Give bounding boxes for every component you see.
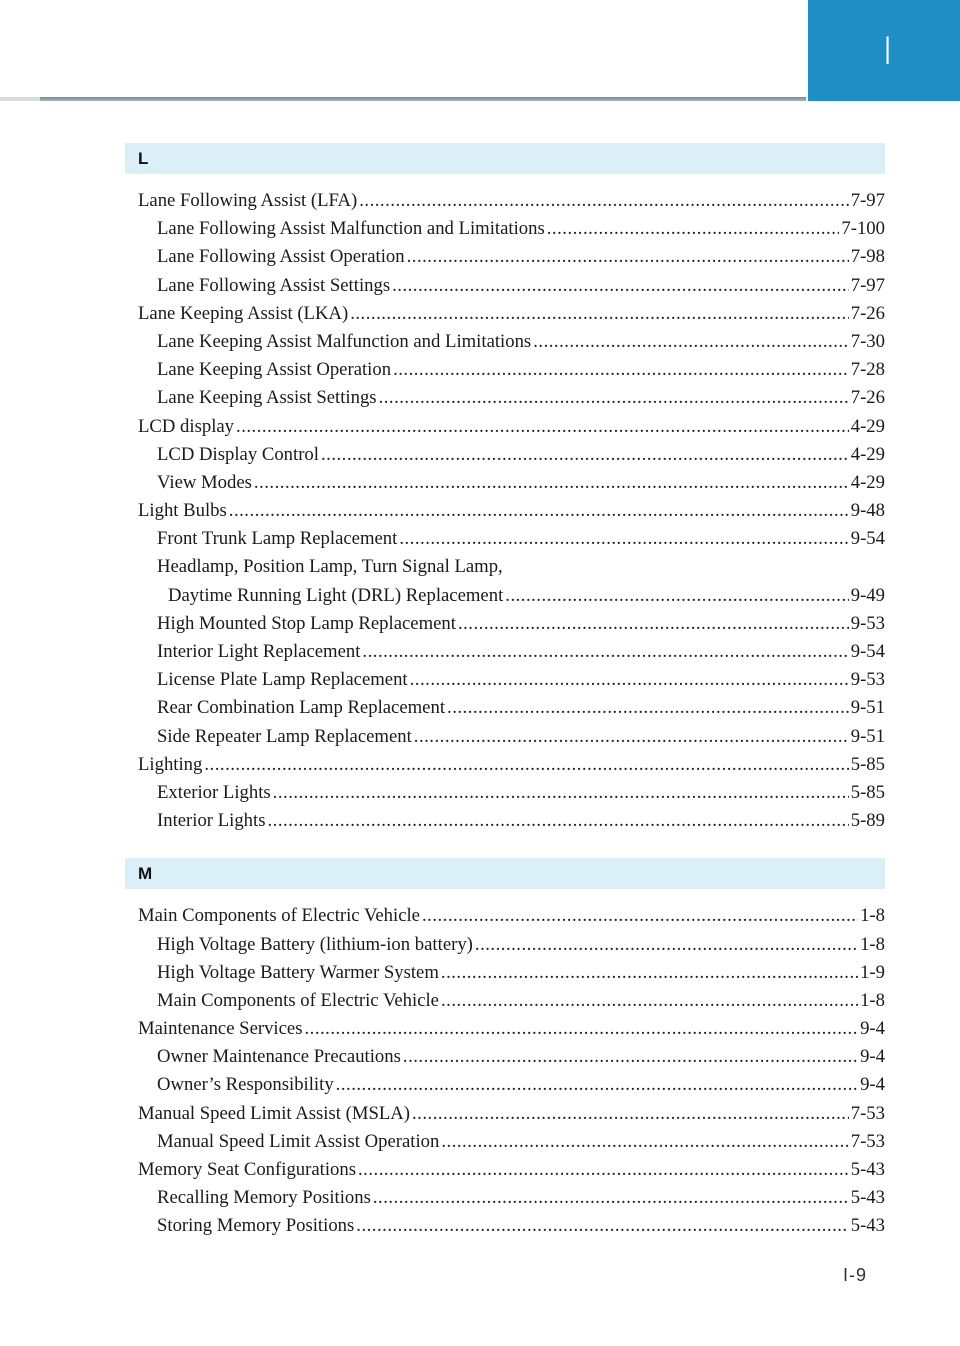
index-entry[interactable] [138, 1071, 885, 1099]
entry-label: Interior Lights [157, 810, 266, 832]
index-entry[interactable] [138, 187, 885, 215]
entry-page: 9-51 [850, 697, 885, 719]
dot-leader [441, 1128, 848, 1156]
entry-label: Front Trunk Lamp Replacement [157, 528, 398, 550]
index-entry[interactable] [138, 1128, 885, 1156]
dot-leader [356, 1212, 848, 1240]
dot-leader [447, 694, 849, 722]
dot-leader [410, 666, 849, 694]
index-entry[interactable] [138, 553, 885, 581]
entry-page: 5-85 [850, 781, 885, 803]
dot-leader [358, 1156, 849, 1184]
dot-leader [458, 610, 849, 638]
entry-label: Manual Speed Limit Assist Operation [157, 1130, 440, 1152]
entry-page: 7-53 [850, 1102, 885, 1124]
dot-leader [254, 469, 849, 497]
dot-leader [350, 300, 849, 328]
entry-page: 7-97 [850, 190, 885, 211]
index-section-m [125, 858, 885, 1252]
entry-label: Memory Seat Configurations [138, 1159, 356, 1180]
header-rule [0, 97, 806, 101]
section-gap [125, 847, 885, 858]
index-entry[interactable] [138, 1212, 885, 1240]
index-entry[interactable] [138, 384, 885, 412]
dot-leader [379, 384, 849, 412]
index-entry[interactable] [138, 779, 885, 807]
entry-label: High Mounted Stop Lamp Replacement [157, 612, 456, 634]
entry-page: 9-54 [850, 641, 885, 662]
entry-page: 7-26 [850, 302, 885, 324]
dot-leader [412, 1100, 849, 1128]
entry-page: 9-51 [850, 725, 885, 747]
index-entry[interactable] [138, 1156, 885, 1184]
index-entry[interactable] [138, 1043, 885, 1071]
entry-label: Lane Keeping Assist Operation [157, 359, 392, 381]
entry-label: View Modes [157, 471, 252, 493]
index-entry[interactable] [138, 1015, 885, 1043]
dot-leader [362, 638, 848, 666]
entry-label: Lane Following Assist Operation [157, 246, 405, 268]
index-entry[interactable] [138, 902, 885, 930]
dot-leader [505, 582, 848, 610]
entry-page: 7-28 [850, 359, 885, 381]
entry-page: 5-43 [850, 1215, 885, 1237]
index-entry[interactable] [138, 300, 885, 328]
entry-label: Exterior Lights [157, 781, 271, 803]
dot-leader [414, 723, 849, 751]
index-entry[interactable] [138, 441, 885, 469]
index-entry[interactable] [138, 751, 885, 779]
dot-leader [399, 525, 848, 553]
dot-leader [441, 959, 858, 987]
entry-page: 9-4 [860, 1046, 885, 1068]
entry-page: 5-89 [850, 810, 885, 832]
entry-page: 5-85 [850, 753, 885, 775]
entry-label: Lane Keeping Assist Malfunction and Limitations [157, 330, 532, 352]
entry-page: 9-4 [860, 1018, 885, 1040]
entry-page: 1-8 [860, 933, 885, 955]
dot-leader [407, 243, 849, 271]
index-entry[interactable] [138, 215, 885, 243]
entry-page: 1-9 [860, 961, 885, 983]
section-header: L [125, 143, 885, 174]
dot-leader [422, 902, 858, 930]
index-entry[interactable] [138, 694, 885, 722]
dot-leader [273, 779, 849, 807]
index-entry[interactable] [138, 931, 885, 959]
entry-page: 5-43 [850, 1187, 885, 1209]
entry-label: Lane Following Assist Malfunction and Limitations [157, 218, 545, 240]
index-entry[interactable] [138, 666, 885, 694]
entry-label: LCD Display Control [157, 443, 319, 465]
dot-leader [475, 931, 858, 959]
entry-label: License Plate Lamp Replacement [157, 669, 408, 691]
index-entry[interactable] [138, 328, 885, 356]
entry-page: 7-26 [850, 387, 885, 409]
dot-leader [373, 1184, 849, 1212]
entry-page: 9-54 [850, 528, 885, 550]
entry-label: Owner’s Responsibility [157, 1074, 334, 1096]
dot-leader [321, 441, 849, 469]
entry-page: 9-48 [850, 500, 885, 522]
entry-label: High Voltage Battery (lithium-ion battery) [157, 933, 473, 955]
entry-label: Main Components of Electric Vehicle [138, 905, 420, 927]
index-section-l [125, 143, 885, 847]
entry-label: Lane Following Assist Settings [157, 274, 391, 296]
section-header: M [125, 858, 885, 889]
index-entry[interactable] [138, 1184, 885, 1212]
index-entry[interactable] [138, 356, 885, 384]
index-entry[interactable] [138, 243, 885, 271]
index-entry[interactable] [138, 525, 885, 553]
entry-label: Daytime Running Light (DRL) Replacement [168, 584, 504, 606]
index-entry[interactable] [138, 723, 885, 751]
dot-leader [392, 272, 849, 300]
index-entry[interactable] [138, 807, 885, 835]
index-entry[interactable] [138, 987, 885, 1015]
index-list [125, 143, 885, 1253]
entry-page: 9-53 [850, 669, 885, 691]
entry-page: 9-49 [850, 584, 885, 606]
entry-label: Recalling Memory Positions [157, 1187, 371, 1209]
entry-label: Lane Keeping Assist (LKA) [138, 302, 349, 324]
dot-leader [393, 356, 849, 384]
entry-page: 7-30 [850, 330, 885, 352]
entry-page: 1-8 [860, 905, 885, 927]
index-entry[interactable] [138, 959, 885, 987]
index-entry[interactable] [138, 610, 885, 638]
index-entry[interactable] [138, 1100, 885, 1128]
entry-list [125, 889, 885, 1252]
entry-label: Rear Combination Lamp Replacement [157, 697, 446, 719]
entry-label: Lane Following Assist (LFA) [138, 190, 358, 211]
entry-label: Headlamp, Position Lamp, Turn Signal Lamp, [157, 556, 503, 578]
index-entry[interactable] [138, 638, 885, 666]
entry-label: Storing Memory Positions [157, 1215, 355, 1237]
entry-page: 9-4 [860, 1074, 885, 1096]
entry-label: Owner Maintenance Precautions [157, 1046, 401, 1068]
entry-label: LCD display [138, 415, 235, 437]
index-entry[interactable] [138, 582, 885, 610]
dot-leader [267, 807, 848, 835]
entry-label: Light Bulbs [138, 500, 227, 522]
entry-label: High Voltage Battery Warmer System [157, 961, 439, 983]
entry-label: Manual Speed Limit Assist (MSLA) [138, 1102, 410, 1124]
dot-leader [403, 1043, 858, 1071]
entry-page: 7-98 [850, 246, 885, 268]
page-number: I-9 [843, 1265, 868, 1285]
dot-leader [359, 187, 849, 215]
entry-page: 7-53 [850, 1130, 885, 1152]
entry-page: 9-53 [850, 612, 885, 634]
entry-page: 7-100 [841, 218, 885, 240]
dot-leader [547, 215, 840, 243]
entry-page: 1-8 [860, 989, 885, 1011]
entry-label: Maintenance Services [138, 1018, 303, 1040]
chapter-tab[interactable] [808, 0, 960, 101]
index-entry[interactable] [138, 272, 885, 300]
entry-page: 5-43 [850, 1159, 885, 1180]
entry-label: Lane Keeping Assist Settings [157, 387, 377, 409]
index-entry[interactable] [138, 413, 885, 441]
dot-leader [236, 413, 849, 441]
entry-label: Main Components of Electric Vehicle [157, 989, 439, 1011]
entry-label: Side Repeater Lamp Replacement [157, 725, 412, 747]
entry-page: 4-29 [850, 443, 885, 465]
entry-page: 4-29 [850, 415, 885, 437]
entry-page: 7-97 [850, 274, 885, 296]
dot-leader [533, 328, 849, 356]
dot-leader [204, 751, 848, 779]
entry-page: 4-29 [850, 471, 885, 493]
dot-leader [304, 1015, 858, 1043]
index-entry[interactable] [138, 497, 885, 525]
entry-label: Interior Light Replacement [157, 641, 361, 662]
index-entry[interactable] [138, 469, 885, 497]
dot-leader [441, 987, 858, 1015]
entry-label: Lighting [138, 753, 203, 775]
dot-leader [336, 1071, 858, 1099]
dot-leader [229, 497, 849, 525]
entry-list [125, 174, 885, 847]
chapter-tab-label: I [884, 29, 892, 73]
